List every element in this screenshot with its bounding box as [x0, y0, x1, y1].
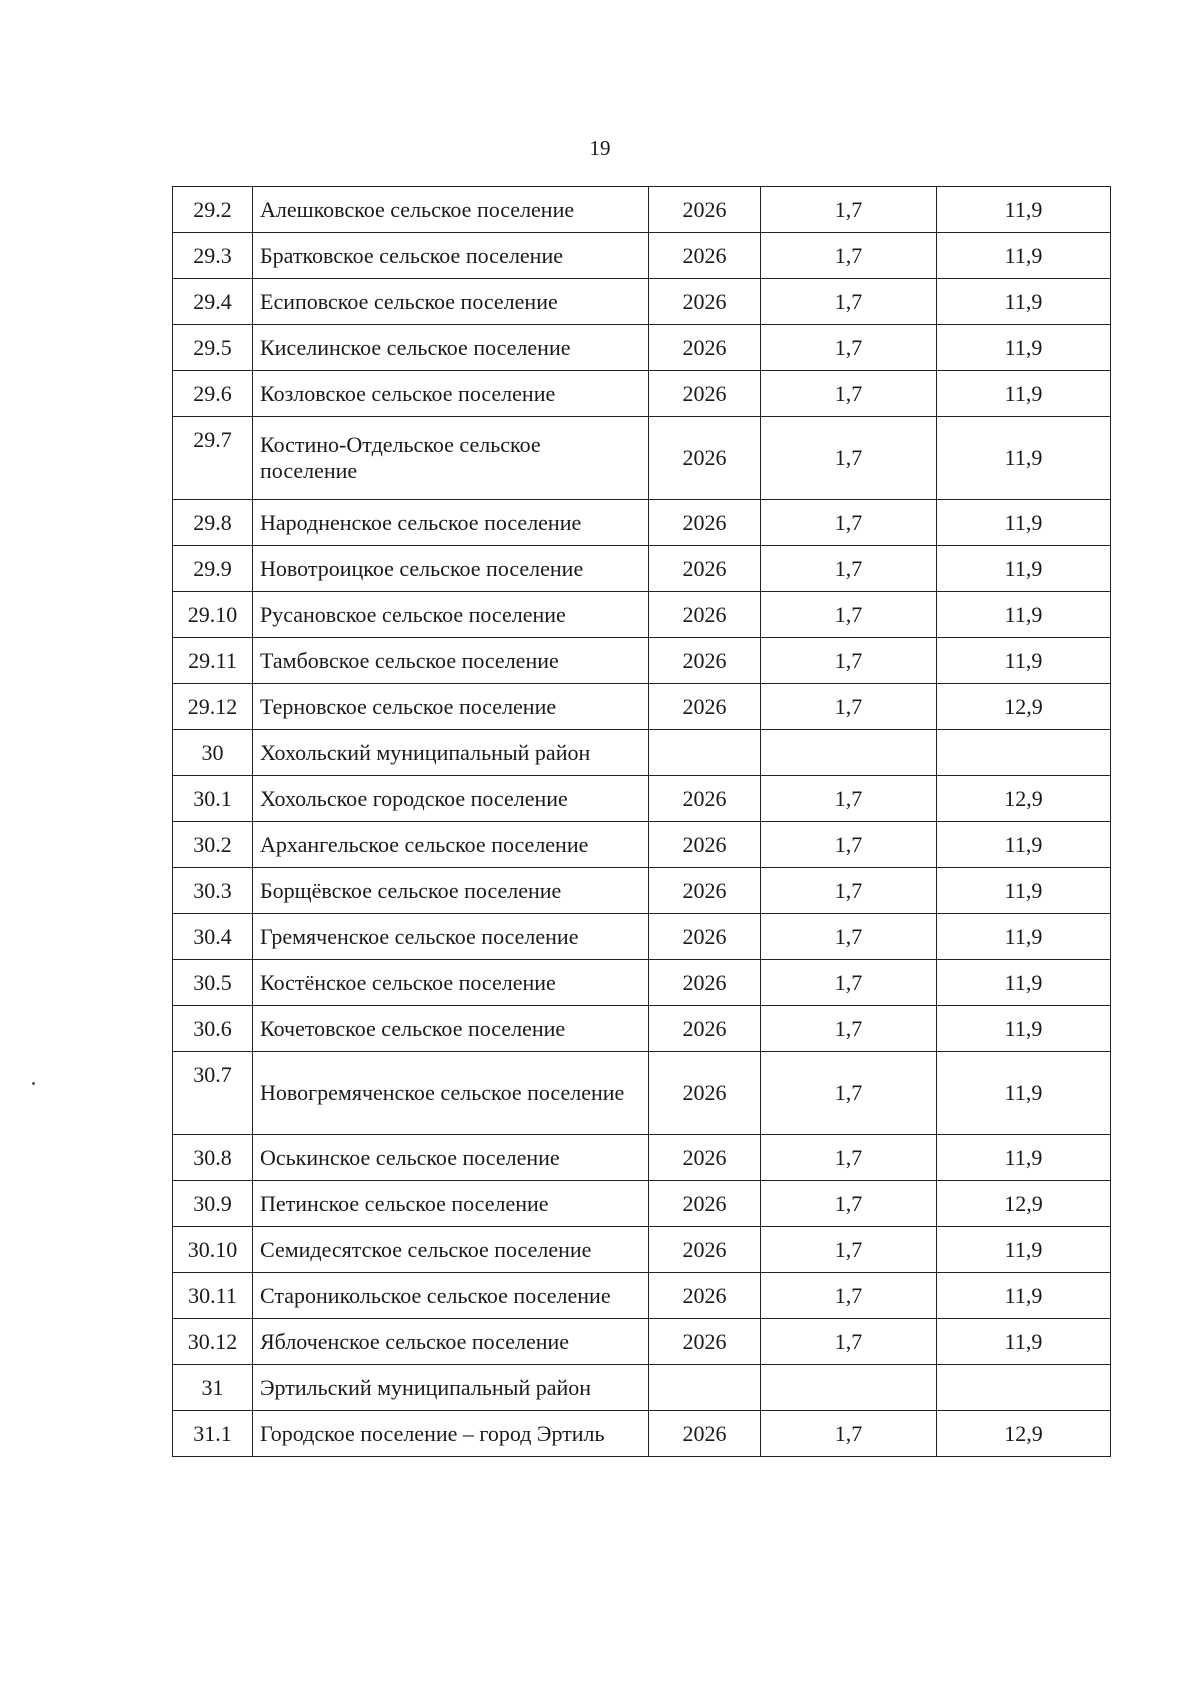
settlement-name: Киселинское сельское поселение: [253, 325, 649, 371]
year-cell: 2026: [649, 371, 761, 417]
value-2-cell: [937, 1365, 1111, 1411]
value-2-cell: 11,9: [937, 868, 1111, 914]
row-number: 29.11: [173, 638, 253, 684]
row-number: 29.12: [173, 684, 253, 730]
year-cell: 2026: [649, 546, 761, 592]
settlement-name: Оськинское сельское поселение: [253, 1135, 649, 1181]
value-1-cell: 1,7: [761, 1135, 937, 1181]
year-cell: 2026: [649, 279, 761, 325]
value-1-cell: 1,7: [761, 776, 937, 822]
value-2-cell: 11,9: [937, 500, 1111, 546]
value-2-cell: 11,9: [937, 1227, 1111, 1273]
year-cell: 2026: [649, 233, 761, 279]
settlement-name: Хохольский муниципальный район: [253, 730, 649, 776]
table-row: [173, 914, 1111, 960]
value-2-cell: 11,9: [937, 1135, 1111, 1181]
table-row: [173, 638, 1111, 684]
row-number: 30.3: [173, 868, 253, 914]
table-row: [173, 279, 1111, 325]
table-row: [173, 1135, 1111, 1181]
settlement-name: Гремяченское сельское поселение: [253, 914, 649, 960]
value-1-cell: 1,7: [761, 1181, 937, 1227]
value-1-cell: 1,7: [761, 868, 937, 914]
year-cell: 2026: [649, 417, 761, 500]
year-cell: 2026: [649, 187, 761, 233]
row-number: 30: [173, 730, 253, 776]
settlement-name: Костёнское сельское поселение: [253, 960, 649, 1006]
year-cell: 2026: [649, 1227, 761, 1273]
table-row: [173, 325, 1111, 371]
value-2-cell: 11,9: [937, 1273, 1111, 1319]
settlement-name: Яблоченское сельское поселение: [253, 1319, 649, 1365]
value-1-cell: 1,7: [761, 1227, 937, 1273]
value-1-cell: 1,7: [761, 1319, 937, 1365]
value-2-cell: 12,9: [937, 1181, 1111, 1227]
value-1-cell: 1,7: [761, 417, 937, 500]
table-row: [173, 684, 1111, 730]
value-2-cell: 12,9: [937, 684, 1111, 730]
year-cell: 2026: [649, 1181, 761, 1227]
table-row: [173, 500, 1111, 546]
row-number: 30.2: [173, 822, 253, 868]
settlement-name: Староникольское сельское поселение: [253, 1273, 649, 1319]
value-2-cell: 11,9: [937, 279, 1111, 325]
value-1-cell: 1,7: [761, 1052, 937, 1135]
year-cell: 2026: [649, 1411, 761, 1457]
row-number: 30.7: [173, 1052, 253, 1135]
value-1-cell: 1,7: [761, 1006, 937, 1052]
table-row: [173, 1227, 1111, 1273]
table-row: [173, 730, 1111, 776]
row-number: 29.6: [173, 371, 253, 417]
value-2-cell: 11,9: [937, 187, 1111, 233]
settlement-name: Новотроицкое сельское поселение: [253, 546, 649, 592]
row-number: 29.8: [173, 500, 253, 546]
value-1-cell: 1,7: [761, 822, 937, 868]
row-number: 30.5: [173, 960, 253, 1006]
row-number: 30.6: [173, 1006, 253, 1052]
value-1-cell: 1,7: [761, 914, 937, 960]
settlement-name: Костино-Отдельское сельское поселение: [253, 417, 649, 500]
year-cell: 2026: [649, 500, 761, 546]
row-number: 29.10: [173, 592, 253, 638]
row-number: 31.1: [173, 1411, 253, 1457]
value-1-cell: 1,7: [761, 592, 937, 638]
value-2-cell: 12,9: [937, 1411, 1111, 1457]
value-1-cell: 1,7: [761, 325, 937, 371]
settlement-name: Хохольское городское поселение: [253, 776, 649, 822]
table-row: [173, 371, 1111, 417]
value-2-cell: 11,9: [937, 960, 1111, 1006]
row-number: 29.5: [173, 325, 253, 371]
page-number: 19: [589, 136, 611, 160]
value-2-cell: 11,9: [937, 325, 1111, 371]
table-row: [173, 868, 1111, 914]
value-2-cell: 11,9: [937, 638, 1111, 684]
value-1-cell: 1,7: [761, 279, 937, 325]
row-number: 29.9: [173, 546, 253, 592]
row-number: 29.7: [173, 417, 253, 500]
value-2-cell: 11,9: [937, 1319, 1111, 1365]
value-2-cell: 11,9: [937, 1052, 1111, 1135]
value-1-cell: 1,7: [761, 1273, 937, 1319]
value-2-cell: 11,9: [937, 546, 1111, 592]
year-cell: 2026: [649, 1135, 761, 1181]
year-cell: 2026: [649, 822, 761, 868]
row-number: 30.10: [173, 1227, 253, 1273]
value-2-cell: [937, 730, 1111, 776]
table-row: [173, 1365, 1111, 1411]
value-1-cell: 1,7: [761, 500, 937, 546]
year-cell: 2026: [649, 638, 761, 684]
table-row: [173, 546, 1111, 592]
table-row: [173, 233, 1111, 279]
settlement-name: Братковское сельское поселение: [253, 233, 649, 279]
year-cell: 2026: [649, 325, 761, 371]
row-number: 29.2: [173, 187, 253, 233]
row-number: 31: [173, 1365, 253, 1411]
value-2-cell: 11,9: [937, 914, 1111, 960]
settlement-name: Есиповское сельское поселение: [253, 279, 649, 325]
value-1-cell: [761, 1365, 937, 1411]
settlement-name: Борщёвское сельское поселение: [253, 868, 649, 914]
table-row: [173, 592, 1111, 638]
value-2-cell: 11,9: [937, 371, 1111, 417]
settlement-name: Эртильский муниципальный район: [253, 1365, 649, 1411]
value-2-cell: 11,9: [937, 233, 1111, 279]
year-cell: 2026: [649, 776, 761, 822]
table-body: [173, 187, 1111, 1457]
table-row: [173, 1411, 1111, 1457]
year-cell: 2026: [649, 914, 761, 960]
table-row: [173, 776, 1111, 822]
table-row: [173, 1181, 1111, 1227]
value-1-cell: 1,7: [761, 546, 937, 592]
table-row: [173, 417, 1111, 500]
settlement-name: Семидесятское сельское поселение: [253, 1227, 649, 1273]
year-cell: 2026: [649, 1006, 761, 1052]
value-1-cell: 1,7: [761, 960, 937, 1006]
value-1-cell: 1,7: [761, 1411, 937, 1457]
row-number: 29.3: [173, 233, 253, 279]
row-number: 30.11: [173, 1273, 253, 1319]
settlement-name: Алешковское сельское поселение: [253, 187, 649, 233]
row-number: 30.8: [173, 1135, 253, 1181]
value-2-cell: 11,9: [937, 1006, 1111, 1052]
settlement-name: Архангельское сельское поселение: [253, 822, 649, 868]
value-1-cell: 1,7: [761, 684, 937, 730]
settlement-name: Козловское сельское поселение: [253, 371, 649, 417]
year-cell: 2026: [649, 1273, 761, 1319]
settlement-name: Кочетовское сельское поселение: [253, 1006, 649, 1052]
year-cell: 2026: [649, 1052, 761, 1135]
settlements-table: [172, 186, 1111, 1457]
table-row: [173, 960, 1111, 1006]
table-row: [173, 1006, 1111, 1052]
value-2-cell: 12,9: [937, 776, 1111, 822]
value-2-cell: 11,9: [937, 822, 1111, 868]
value-2-cell: 11,9: [937, 417, 1111, 500]
value-1-cell: 1,7: [761, 233, 937, 279]
settlement-name: Городское поселение – город Эртиль: [253, 1411, 649, 1457]
year-cell: [649, 1365, 761, 1411]
value-2-cell: 11,9: [937, 592, 1111, 638]
row-number: 30.4: [173, 914, 253, 960]
table-row: [173, 1319, 1111, 1365]
table-row: [173, 822, 1111, 868]
value-1-cell: [761, 730, 937, 776]
row-number: 30.9: [173, 1181, 253, 1227]
row-number: 30.12: [173, 1319, 253, 1365]
value-1-cell: 1,7: [761, 187, 937, 233]
settlement-name: Русановское сельское поселение: [253, 592, 649, 638]
table-row: [173, 187, 1111, 233]
value-1-cell: 1,7: [761, 638, 937, 684]
settlement-name: Терновское сельское поселение: [253, 684, 649, 730]
table-row: [173, 1052, 1111, 1135]
row-number: 29.4: [173, 279, 253, 325]
table-row: [173, 1273, 1111, 1319]
year-cell: 2026: [649, 960, 761, 1006]
settlement-name: Народненское сельское поселение: [253, 500, 649, 546]
year-cell: 2026: [649, 684, 761, 730]
year-cell: [649, 730, 761, 776]
year-cell: 2026: [649, 1319, 761, 1365]
year-cell: 2026: [649, 868, 761, 914]
settlement-name: Петинское сельское поселение: [253, 1181, 649, 1227]
settlement-name: Новогремяченское сельское поселение: [253, 1052, 649, 1135]
scan-speck: [32, 1082, 35, 1085]
value-1-cell: 1,7: [761, 371, 937, 417]
row-number: 30.1: [173, 776, 253, 822]
settlement-name: Тамбовское сельское поселение: [253, 638, 649, 684]
year-cell: 2026: [649, 592, 761, 638]
